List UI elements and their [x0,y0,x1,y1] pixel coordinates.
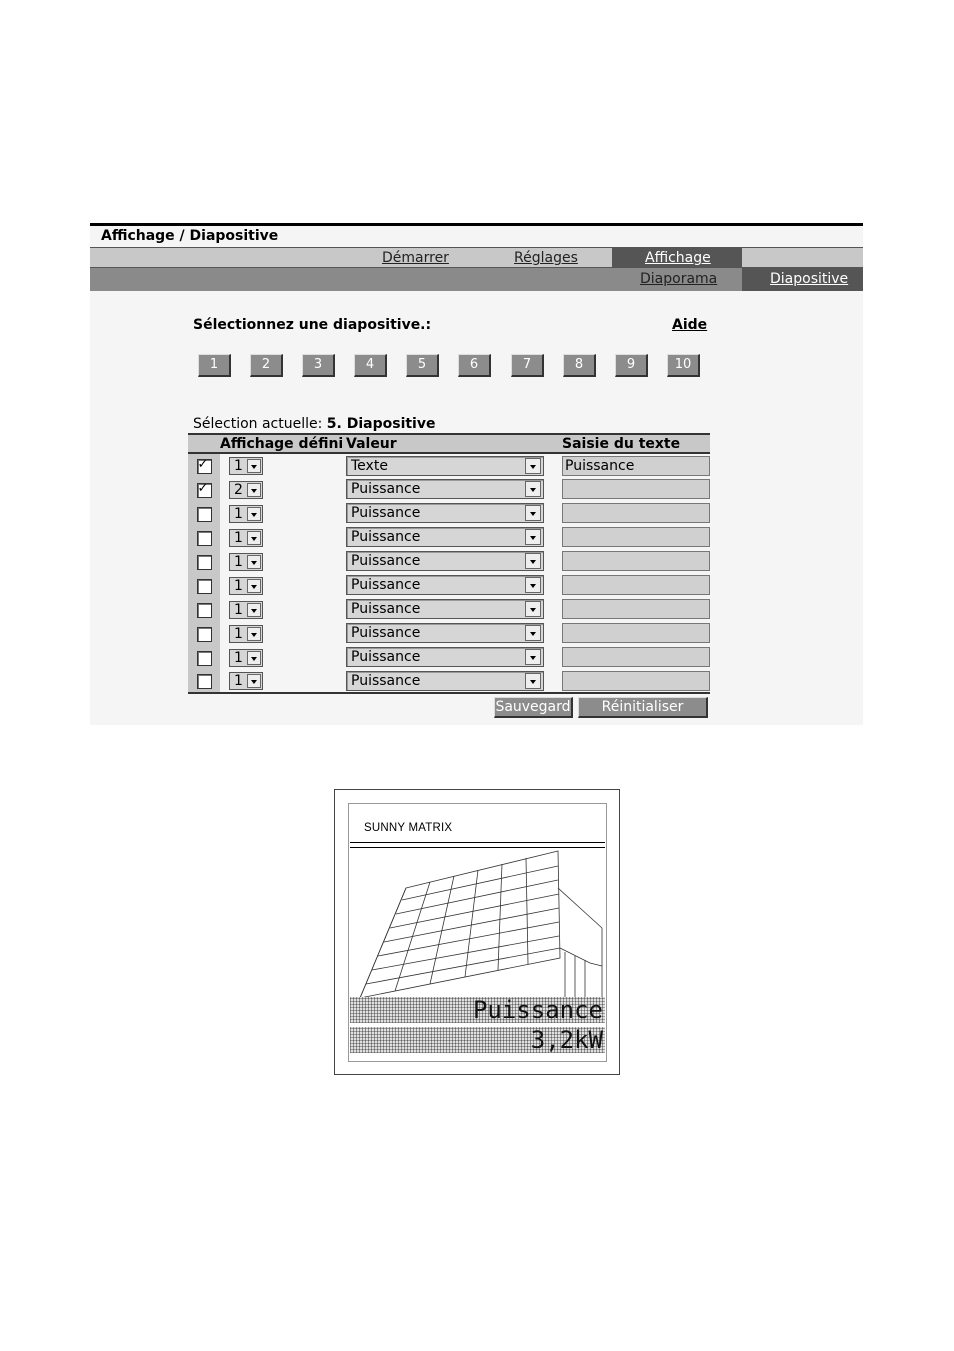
chevron-down-icon[interactable] [247,627,261,641]
nav-item-reglages[interactable]: Réglages [514,250,578,266]
display-number-value: 1 [234,458,243,475]
value-select[interactable] [346,623,544,643]
lcd-line-2 [350,1027,605,1053]
row-enable-checkbox[interactable] [197,627,212,642]
slide-button-2[interactable]: 2 [250,354,283,377]
display-number-select[interactable] [229,577,263,595]
subnav-item-diapositive-active [742,268,863,291]
sub-nav [90,268,863,291]
slide-button-5[interactable]: 5 [406,354,439,377]
display-cell [220,525,346,549]
display-number-select[interactable] [229,553,263,571]
value-select[interactable] [346,551,544,571]
lcd-line-1 [350,997,605,1023]
chevron-down-icon[interactable] [525,481,541,497]
checkbox-cell [188,645,220,669]
text-input[interactable] [562,551,710,571]
brand-label: SUNNY MATRIX [364,822,453,834]
slide-select-prompt: Sélectionnez une diapositive.: [193,317,432,333]
value-select[interactable] [346,503,544,523]
value-select-text: Texte [351,457,388,474]
header-affichage-defini: Affichage défini [220,434,346,453]
slide-button-9[interactable]: 9 [615,354,648,377]
lcd-line-1-text: Puissance [472,996,603,1024]
display-number-value: 1 [234,649,243,666]
chevron-down-icon[interactable] [525,553,541,569]
chevron-down-icon[interactable] [525,458,541,474]
current-selection [193,416,435,432]
display-cell [220,549,346,573]
checkbox-cell [188,501,220,525]
chevron-down-icon[interactable] [247,555,261,569]
nav-item-demarrer[interactable]: Démarrer [382,250,449,266]
app-window [90,223,863,725]
value-select[interactable] [346,599,544,619]
display-cell [220,573,346,597]
value-select[interactable] [346,575,544,595]
nav-item-affichage-active [612,248,742,267]
checkbox-cell [188,453,220,477]
chevron-down-icon[interactable] [525,625,541,641]
chevron-down-icon[interactable] [247,603,261,617]
chevron-down-icon[interactable] [525,601,541,617]
display-number-select[interactable] [229,481,263,499]
chevron-down-icon[interactable] [247,674,261,688]
display-cell [220,501,346,525]
row-enable-checkbox[interactable] [197,579,212,594]
lcd-line-2-text: 3,2kW [530,1026,603,1054]
save-button[interactable]: Sauvegard [494,697,573,718]
chevron-down-icon[interactable] [525,649,541,665]
display-cell [220,645,346,669]
chevron-down-icon[interactable] [525,529,541,545]
current-selection-label: Sélection actuelle: [193,416,323,432]
chevron-down-icon[interactable] [247,651,261,665]
value-cell [346,477,555,501]
value-cell [346,549,555,573]
checkbox-cell [188,549,220,573]
text-input[interactable] [562,623,710,643]
display-number-select[interactable] [229,529,263,547]
value-select-text: Puissance [351,553,421,570]
page-title: Affichage / Diapositive [101,228,279,244]
subnav-item-diapositive[interactable]: Diapositive [770,271,849,287]
table-row [188,549,710,573]
subnav-item-diaporama[interactable]: Diaporama [640,271,718,287]
text-cell [555,645,710,669]
value-cell [346,621,555,645]
table-row [188,477,710,501]
table-row [188,621,710,645]
checkbox-cell [188,525,220,549]
text-cell [555,477,710,501]
slide-button-10[interactable]: 10 [667,354,700,377]
display-screen [348,803,607,1062]
text-input[interactable] [562,479,710,499]
value-select-text: Puissance [351,529,421,546]
slide-button-1[interactable]: 1 [198,354,231,377]
chevron-down-icon[interactable] [525,505,541,521]
display-number-value: 1 [234,673,243,690]
table-row [188,597,710,621]
value-select[interactable] [346,647,544,667]
row-enable-checkbox[interactable] [197,459,212,474]
display-number-value: 2 [234,481,243,498]
row-enable-checkbox[interactable] [197,674,212,689]
value-select[interactable] [346,479,544,499]
header-saisie-texte: Saisie du texte [555,434,710,453]
table-row [188,501,710,525]
display-number-select[interactable] [229,601,263,619]
display-number-select[interactable] [229,649,263,667]
checkbox-cell [188,669,220,693]
value-select-text: Puissance [351,672,421,689]
chevron-down-icon[interactable] [247,459,261,473]
display-cell [220,621,346,645]
value-cell [346,525,555,549]
chevron-down-icon[interactable] [247,483,261,497]
text-input[interactable] [562,456,710,476]
value-select-text: Puissance [351,505,421,522]
text-input[interactable] [562,503,710,523]
value-select-text: Puissance [351,649,421,666]
value-cell [346,669,555,693]
table-row [188,525,710,549]
table-row [188,645,710,669]
display-number-value: 1 [234,601,243,618]
chevron-down-icon[interactable] [247,507,261,521]
display-number-select[interactable] [229,625,263,643]
slide-button-6[interactable]: 6 [458,354,491,377]
text-cell [555,621,710,645]
value-cell [346,501,555,525]
value-cell [346,645,555,669]
display-number-value: 1 [234,577,243,594]
slide-button-3[interactable]: 3 [302,354,335,377]
checkbox-cell [188,597,220,621]
header-checkbox [188,434,220,453]
slide-button-8[interactable]: 8 [563,354,596,377]
text-cell [555,573,710,597]
display-preview [334,789,620,1075]
text-cell [555,597,710,621]
current-selection-value: 5. Diapositive [326,416,436,432]
text-cell [555,501,710,525]
display-cell [220,597,346,621]
reset-button[interactable]: Réinitialiser [578,697,708,718]
checkbox-cell [188,573,220,597]
row-enable-checkbox[interactable] [197,483,212,498]
table-row [188,453,710,477]
value-select[interactable] [346,671,544,691]
display-number-value: 1 [234,505,243,522]
chevron-down-icon[interactable] [525,577,541,593]
display-number-select[interactable] [229,457,263,475]
help-link[interactable]: Aide [672,317,708,333]
value-select-text: Puissance [351,481,421,498]
row-enable-checkbox[interactable] [197,603,212,618]
value-select-text: Puissance [351,625,421,642]
display-cell [220,669,346,693]
text-cell [555,525,710,549]
slide-button-4[interactable]: 4 [354,354,387,377]
main-nav [90,247,863,268]
display-number-value: 1 [234,625,243,642]
display-cell [220,477,346,501]
table-row [188,573,710,597]
text-input[interactable] [562,671,710,691]
building-illustration-icon [350,848,605,998]
text-cell [555,669,710,693]
display-cell [220,453,346,477]
text-cell [555,453,710,477]
text-input[interactable] [562,647,710,667]
checkbox-cell [188,477,220,501]
checkbox-cell [188,621,220,645]
display-number-select[interactable] [229,505,263,523]
table-row [188,669,710,693]
header-valeur: Valeur [346,434,555,453]
slide-button-7[interactable]: 7 [511,354,544,377]
row-enable-checkbox[interactable] [197,531,212,546]
text-input[interactable] [562,599,710,619]
chevron-down-icon[interactable] [247,579,261,593]
value-select[interactable] [346,456,544,476]
chevron-down-icon[interactable] [247,531,261,545]
text-input[interactable] [562,575,710,595]
display-number-value: 1 [234,529,243,546]
value-cell [346,597,555,621]
nav-item-affichage[interactable]: Affichage [645,250,711,266]
value-select-text: Puissance [351,601,421,618]
value-select[interactable] [346,527,544,547]
value-cell [346,453,555,477]
top-border [90,223,863,226]
text-input[interactable] [562,527,710,547]
text-cell [555,549,710,573]
value-select-text: Puissance [351,577,421,594]
display-number-select[interactable] [229,672,263,690]
value-cell [346,573,555,597]
chevron-down-icon[interactable] [525,673,541,689]
display-number-value: 1 [234,553,243,570]
slide-config-table [188,433,710,694]
row-enable-checkbox[interactable] [197,651,212,666]
row-enable-checkbox[interactable] [197,507,212,522]
row-enable-checkbox[interactable] [197,555,212,570]
